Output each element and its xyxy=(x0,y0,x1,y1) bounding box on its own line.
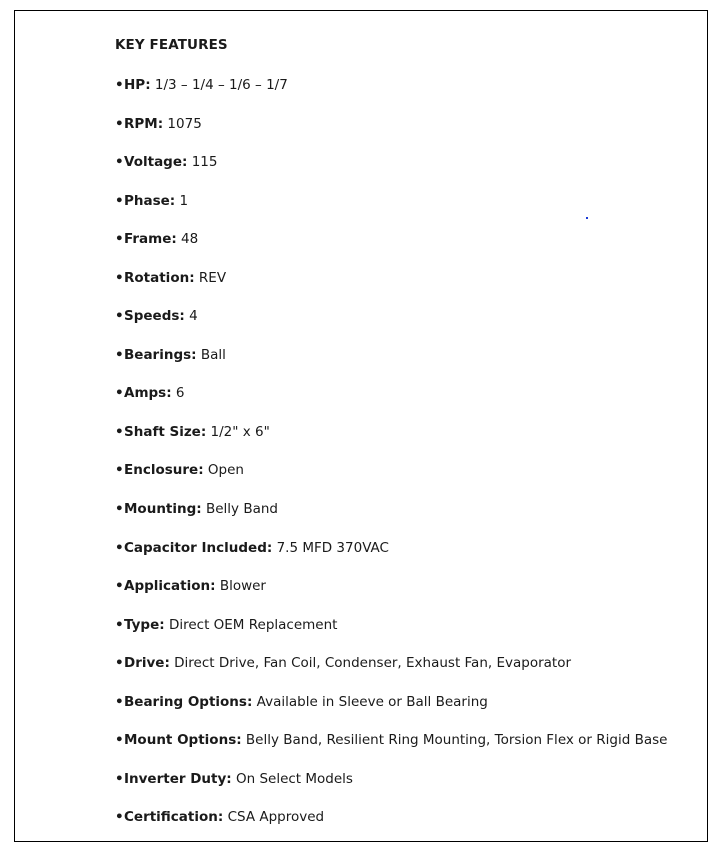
feature-label: Phase: xyxy=(124,192,176,209)
feature-item xyxy=(115,229,667,268)
feature-label: HP: xyxy=(124,77,151,93)
feature-label: Enclosure: xyxy=(124,462,204,479)
feature-label: Amps: xyxy=(124,385,172,402)
feature-label: Speeds: xyxy=(124,308,185,325)
feature-value: Belly Band xyxy=(205,501,278,518)
bullet-icon: • xyxy=(115,770,124,787)
feature-label: Application: xyxy=(124,578,216,595)
feature-item xyxy=(115,499,667,538)
feature-label: Bearing Options: xyxy=(124,693,253,710)
feature-value: 7.5 MFD 370VAC xyxy=(276,539,389,556)
feature-value: Blower xyxy=(219,578,266,595)
feature-value: 48 xyxy=(181,231,199,248)
bullet-icon: • xyxy=(115,346,124,363)
bullet-icon: • xyxy=(115,501,124,518)
feature-item xyxy=(115,306,667,345)
feature-item xyxy=(115,576,667,615)
feature-item xyxy=(115,730,667,769)
stray-dot-mark xyxy=(586,217,588,219)
feature-item xyxy=(115,383,667,422)
feature-value: Belly Band, Resilient Ring Mounting, Torsion Flex or Rigid Base xyxy=(245,732,668,749)
bullet-icon: • xyxy=(115,192,124,209)
feature-label: Drive: xyxy=(124,655,170,672)
bullet-icon: • xyxy=(115,423,124,440)
feature-item xyxy=(115,807,667,846)
feature-label: Rotation: xyxy=(124,269,195,286)
bullet-icon: • xyxy=(115,462,124,479)
feature-item xyxy=(115,268,667,307)
feature-value: REV xyxy=(198,269,227,286)
feature-label: RPM: xyxy=(124,115,164,132)
feature-value: Open xyxy=(207,462,244,479)
feature-label: Inverter Duty: xyxy=(124,770,232,787)
bullet-icon: • xyxy=(115,539,124,556)
feature-value: On Select Models xyxy=(235,770,353,787)
feature-item xyxy=(115,769,667,808)
feature-value: 1/2" x 6" xyxy=(210,423,270,440)
bullet-icon: • xyxy=(115,308,124,325)
feature-label: Type: xyxy=(124,616,165,633)
feature-value: 1075 xyxy=(167,115,202,132)
feature-item xyxy=(115,692,667,731)
bullet-icon: • xyxy=(115,616,124,633)
feature-label: Bearings: xyxy=(124,346,197,363)
feature-value: Ball xyxy=(200,346,226,363)
feature-label: Mounting: xyxy=(124,501,202,518)
bullet-icon: • xyxy=(115,655,124,672)
feature-label: Mount Options: xyxy=(124,732,242,749)
bullet-icon: • xyxy=(115,732,124,749)
bullet-icon: • xyxy=(115,115,124,132)
feature-item xyxy=(115,75,667,114)
feature-value: 4 xyxy=(189,308,198,325)
section-heading: KEY FEATURES xyxy=(115,37,228,53)
feature-value: 1/3 – 1/4 – 1/6 – 1/7 xyxy=(154,77,288,93)
feature-value: 1 xyxy=(179,192,189,209)
feature-value: Available in Sleeve or Ball Bearing xyxy=(256,693,488,710)
bullet-icon: • xyxy=(115,77,124,93)
feature-value: 115 xyxy=(191,154,218,171)
feature-label: Capacitor Included: xyxy=(124,539,273,556)
feature-item xyxy=(115,538,667,577)
feature-item xyxy=(115,191,667,230)
feature-item xyxy=(115,460,667,499)
feature-label: Shaft Size: xyxy=(124,423,207,440)
feature-label: Voltage: xyxy=(124,154,188,171)
feature-item xyxy=(115,114,667,153)
bullet-icon: • xyxy=(115,578,124,595)
feature-item xyxy=(115,615,667,654)
feature-item xyxy=(115,345,667,384)
bullet-icon: • xyxy=(115,385,124,402)
feature-value: 6 xyxy=(175,385,185,402)
bullet-icon: • xyxy=(115,154,124,171)
bullet-icon: • xyxy=(115,269,124,286)
bullet-icon: • xyxy=(115,809,124,826)
feature-label: Certification: xyxy=(124,809,224,826)
feature-item xyxy=(115,152,667,191)
document-frame xyxy=(14,10,708,842)
features-list xyxy=(115,75,667,846)
feature-item xyxy=(115,653,667,692)
feature-item xyxy=(115,422,667,461)
feature-label: Frame: xyxy=(124,231,177,248)
feature-value: Direct OEM Replacement xyxy=(168,616,338,633)
bullet-icon: • xyxy=(115,231,124,248)
bullet-icon: • xyxy=(115,693,124,710)
feature-value: CSA Approved xyxy=(227,809,325,826)
feature-value: Direct Drive, Fan Coil, Condenser, Exhaust Fan, Evaporator xyxy=(174,655,572,672)
